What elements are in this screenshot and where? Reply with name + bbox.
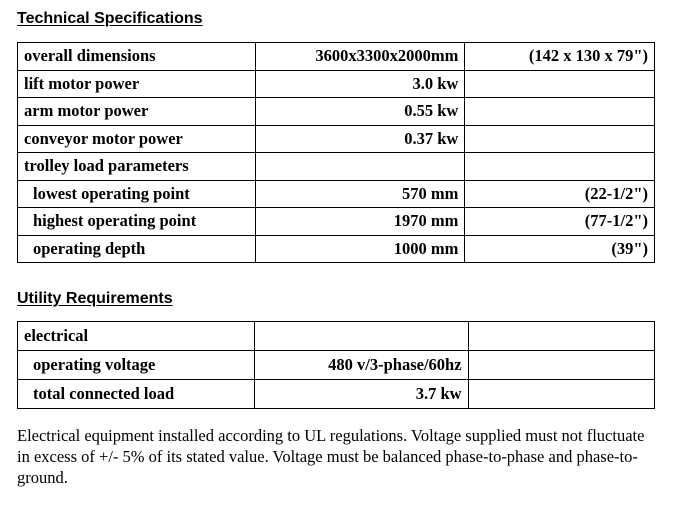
spec-imperial-value <box>465 153 655 181</box>
spec-label: conveyor motor power <box>18 125 256 153</box>
spec-label: trolley load parameters <box>18 153 256 181</box>
utility-label: electrical <box>18 322 255 351</box>
spec-metric-value: 1000 mm <box>255 235 465 263</box>
spec-imperial-value: (22-1/2") <box>465 180 655 208</box>
spec-imperial-value: (142 x 130 x 79") <box>465 43 655 71</box>
spec-row <box>18 125 655 153</box>
spec-metric-value: 3600x3300x2000mm <box>255 43 465 71</box>
spec-imperial-value <box>465 125 655 153</box>
spec-metric-value <box>255 153 465 181</box>
spec-metric-value: 1970 mm <box>255 208 465 236</box>
spec-row <box>18 208 655 236</box>
utility-extra <box>468 380 654 409</box>
utility-value <box>254 322 468 351</box>
utility-extra <box>468 351 654 380</box>
utility-value: 3.7 kw <box>254 380 468 409</box>
spec-metric-value: 0.55 kw <box>255 98 465 126</box>
spec-label: operating depth <box>18 235 256 263</box>
spec-row <box>18 43 655 71</box>
utility-row <box>18 380 655 409</box>
utility-label: operating voltage <box>18 351 255 380</box>
utility-value: 480 v/3-phase/60hz <box>254 351 468 380</box>
electrical-note: Electrical equipment installed according to UL regulations. Voltage supplied must not fluctuate in excess of +/- 5% of its stated value. Voltage must be balanced phase-to-phase and phase-to-ground. <box>17 426 645 487</box>
spec-imperial-value <box>465 70 655 98</box>
technical-specifications-heading: Technical Specifications <box>17 10 203 27</box>
technical-specifications-table <box>17 42 655 263</box>
spec-row <box>18 180 655 208</box>
spec-metric-value: 3.0 kw <box>255 70 465 98</box>
spec-row <box>18 98 655 126</box>
utility-label: total connected load <box>18 380 255 409</box>
spec-imperial-value: (39") <box>465 235 655 263</box>
spec-label: highest operating point <box>18 208 256 236</box>
spec-label: arm motor power <box>18 98 256 126</box>
spec-imperial-value <box>465 98 655 126</box>
spec-label: lowest operating point <box>18 180 256 208</box>
spec-row <box>18 235 655 263</box>
utility-extra <box>468 322 654 351</box>
spec-label: lift motor power <box>18 70 256 98</box>
spec-row <box>18 153 655 181</box>
utility-row <box>18 351 655 380</box>
spec-row <box>18 70 655 98</box>
utility-requirements-heading: Utility Requirements <box>17 290 173 307</box>
spec-imperial-value: (77-1/2") <box>465 208 655 236</box>
spec-label: overall dimensions <box>18 43 256 71</box>
utility-row <box>18 322 655 351</box>
spec-metric-value: 570 mm <box>255 180 465 208</box>
utility-requirements-table <box>17 321 655 409</box>
spec-metric-value: 0.37 kw <box>255 125 465 153</box>
